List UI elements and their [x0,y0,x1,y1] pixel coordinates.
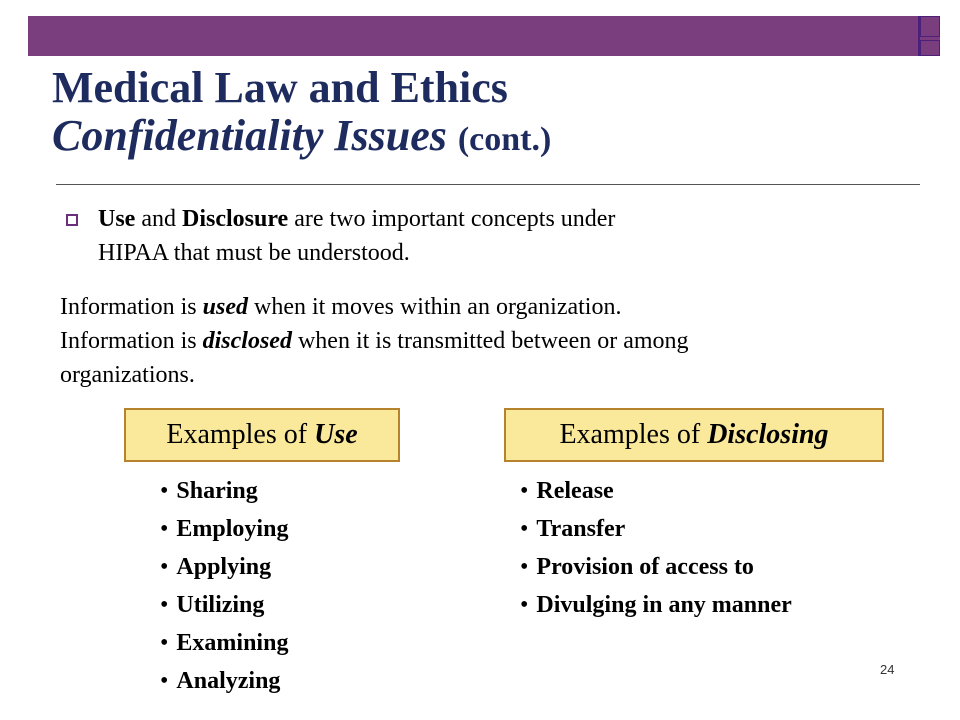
title-cont: (cont.) [457,121,552,158]
def-used-term: used [202,294,248,320]
definition-disclosed [60,324,920,358]
definitions-paragraph [60,290,920,392]
bullet-text [98,202,826,270]
examples-use-term: Use [314,419,358,450]
header-square-top [920,16,940,37]
term-use: Use [98,206,136,232]
examples-use-prefix: Examples of [166,419,315,450]
page-number: 24 [880,662,895,677]
slide-title [52,64,551,164]
title-subtitle: Confidentiality Issues [52,111,447,160]
list-item: • Divulging in any manner [520,586,792,624]
title-line-1: Medical Law and Ethics [52,63,508,112]
list-item: • Employing [160,510,288,548]
examples-disc-prefix: Examples of [559,419,708,450]
examples-use-box [124,408,400,462]
definition-used [60,290,920,324]
header-square-bottom [920,40,940,56]
title-line-2 [52,112,551,164]
bullet-rest-line2: HIPAA that must be understood. [98,240,410,266]
definition-disclosed-cont: organizations. [60,362,195,388]
def-used-pre: Information is [60,294,203,320]
header-bar-bottom [28,40,940,56]
bullet-use-disclosure [66,202,826,270]
disclosing-examples-list [520,472,792,624]
def-used-post: when it moves within an organization. [247,294,622,320]
list-item: • Release [520,472,792,510]
list-item: • Sharing [160,472,288,510]
word-and: and [141,206,176,232]
def-disclosed-post: when it is transmitted between or among [291,328,689,354]
list-item: • Examining [160,624,288,662]
header-bar-top [28,16,940,43]
list-item: • Transfer [520,510,792,548]
bullet-rest-line1: are two important concepts under [294,206,616,232]
list-item: • Applying [160,548,288,586]
title-divider [56,184,920,185]
square-bullet-icon [66,214,78,226]
list-item: • Utilizing [160,586,288,624]
def-disclosed-term: disclosed [202,328,292,354]
list-item: • Analyzing [160,662,288,700]
def-disclosed-pre: Information is [60,328,203,354]
examples-disclosing-box [504,408,884,462]
examples-disc-term: Disclosing [707,419,829,450]
term-disclosure: Disclosure [181,206,289,232]
use-examples-list [160,472,288,700]
list-item: • Provision of access to [520,548,792,586]
